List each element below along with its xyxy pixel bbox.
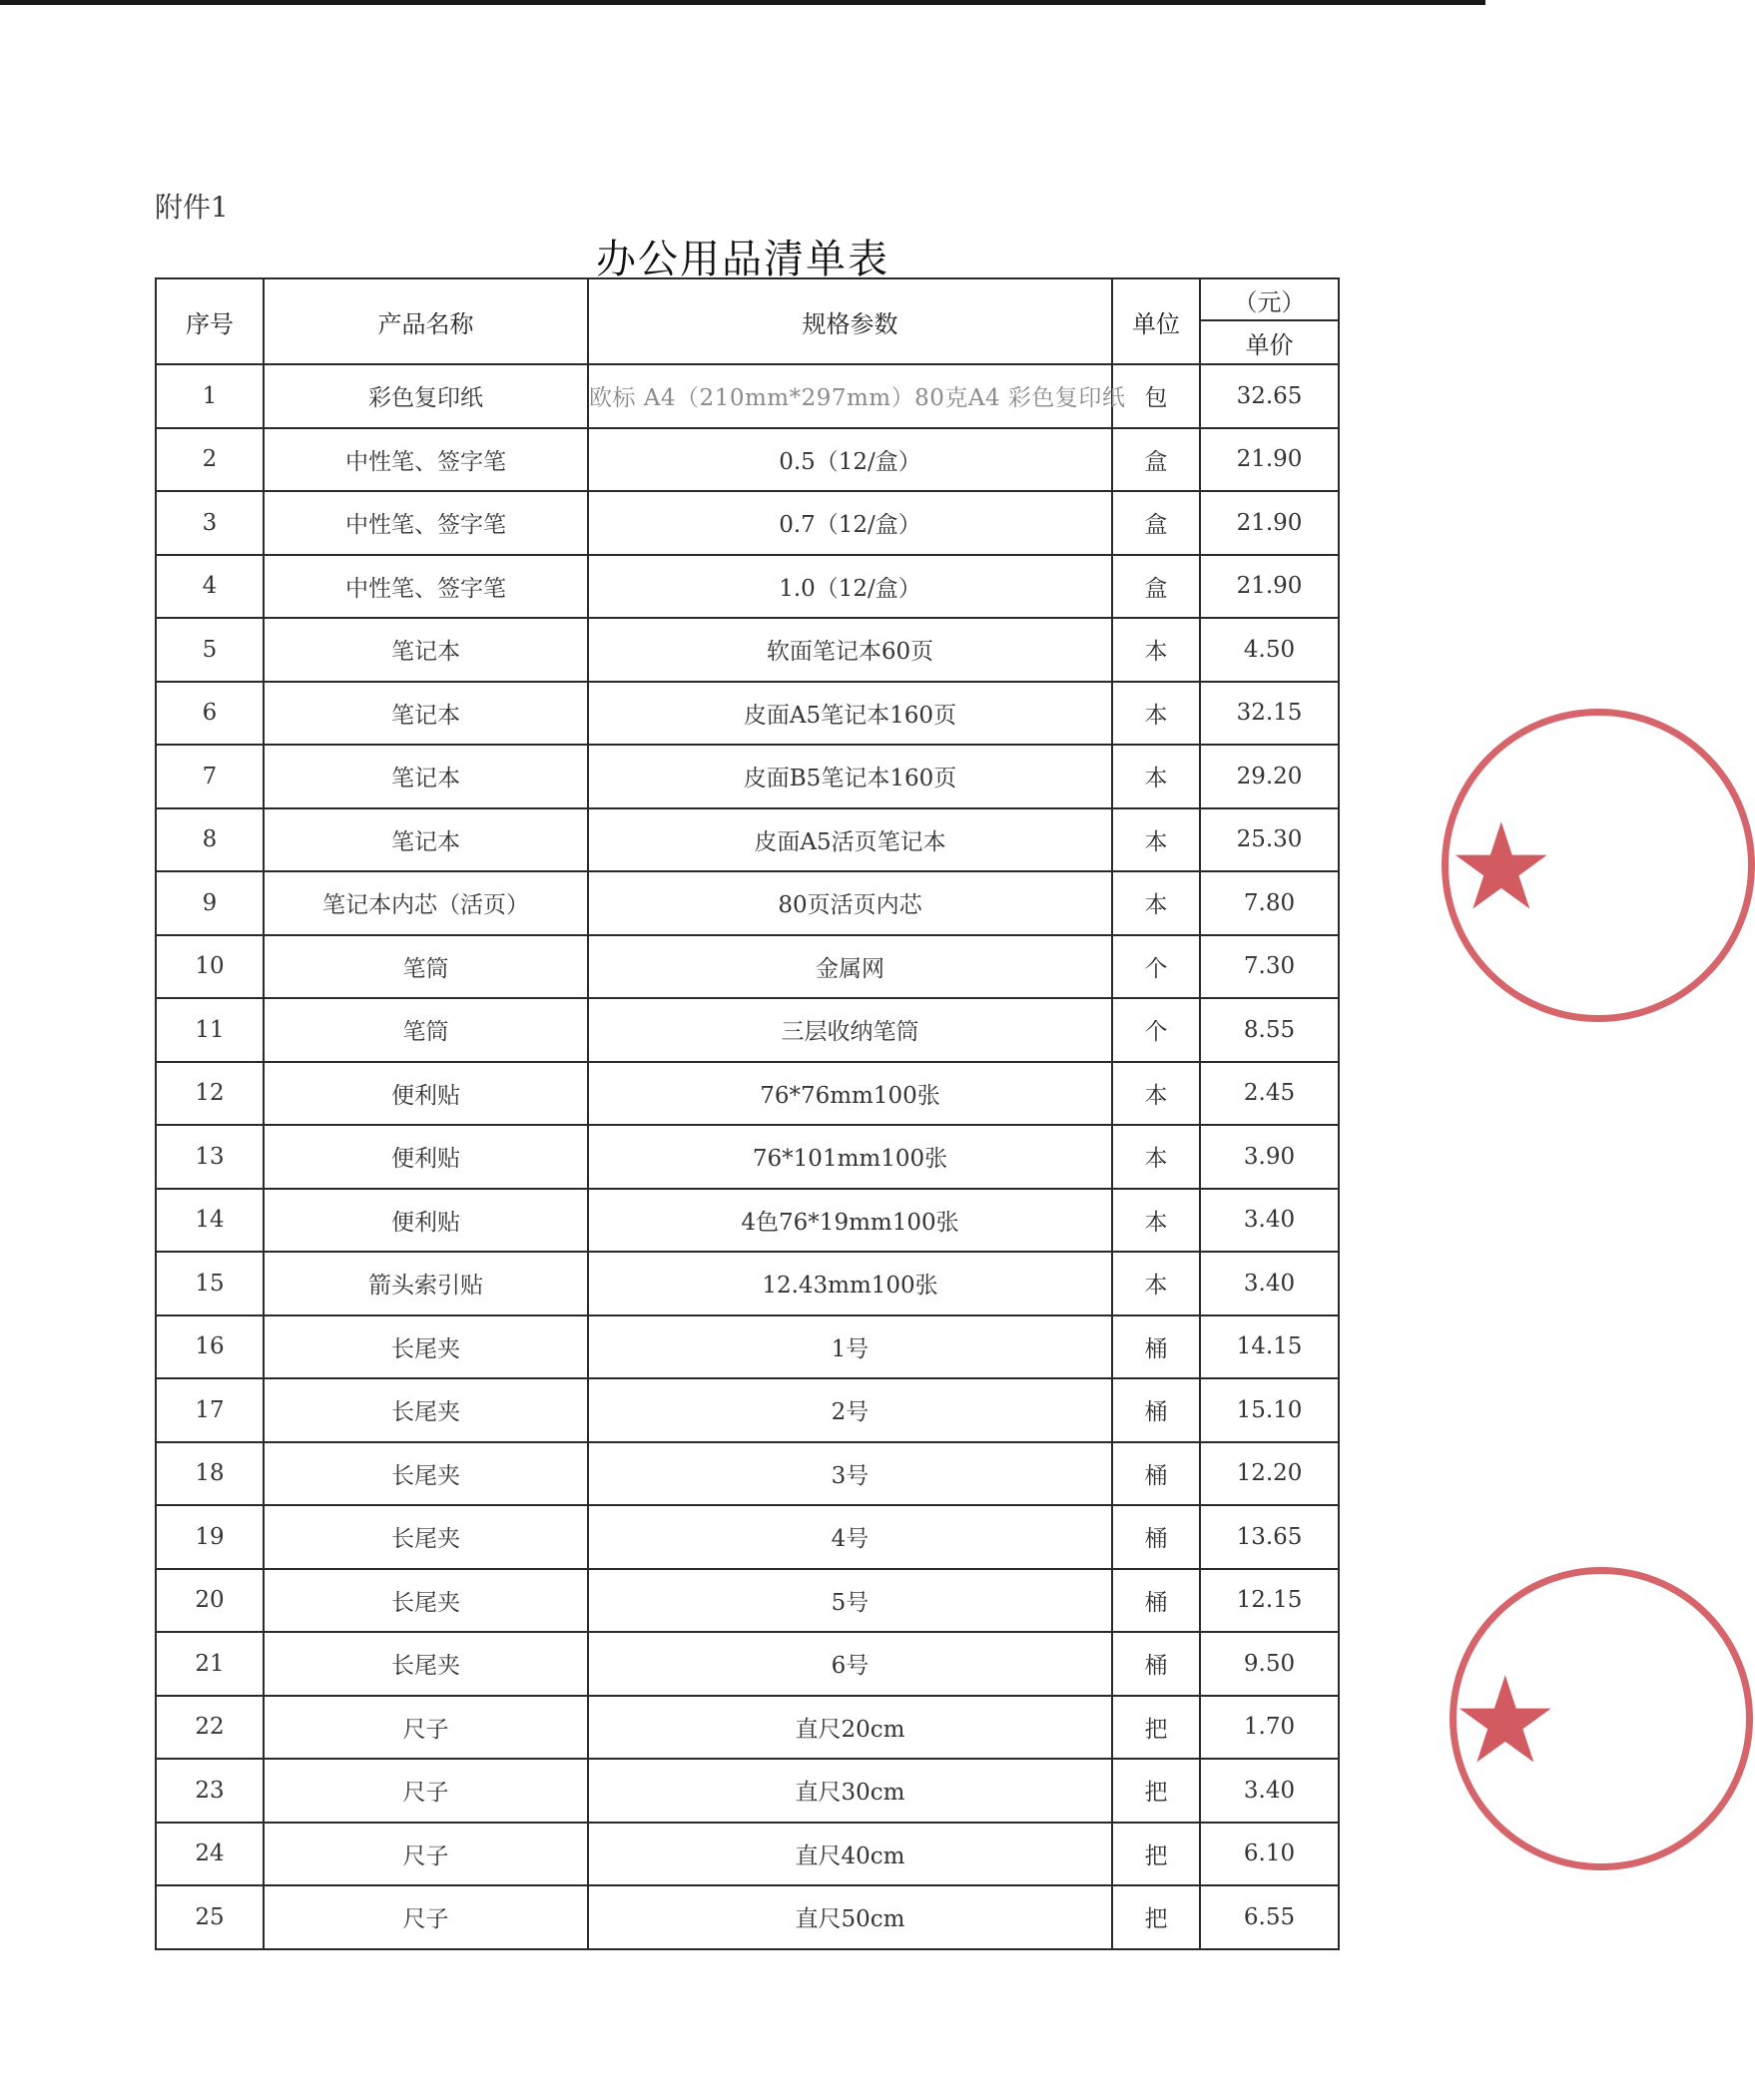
cell-index: 23	[156, 1759, 264, 1823]
attachment-label: 附件1	[155, 191, 229, 224]
cell-unit: 桶	[1112, 1632, 1200, 1696]
cell-product-name: 笔记本	[264, 618, 588, 682]
cell-unit: 桶	[1112, 1315, 1200, 1379]
cell-unit: 盒	[1112, 491, 1200, 555]
table-row	[156, 1315, 1339, 1379]
table-row	[156, 364, 1339, 428]
cell-spec: 4号	[588, 1505, 1112, 1569]
table-row	[156, 1759, 1339, 1823]
cell-price: 32.65	[1200, 364, 1339, 428]
cell-unit: 本	[1112, 745, 1200, 808]
cell-index: 6	[156, 682, 264, 746]
cell-spec: 12.43mm100张	[588, 1252, 1112, 1315]
cell-spec: 皮面A5笔记本160页	[588, 682, 1112, 746]
cell-price: 7.30	[1200, 935, 1339, 999]
cell-price: 8.55	[1200, 998, 1339, 1062]
cell-unit: 桶	[1112, 1378, 1200, 1442]
table-row	[156, 1378, 1339, 1442]
table-row	[156, 1569, 1339, 1633]
cell-spec: 三层收纳笔筒	[588, 998, 1112, 1062]
cell-unit: 本	[1112, 618, 1200, 682]
seal-star-icon: ★	[1448, 798, 1555, 937]
table-row	[156, 1505, 1339, 1569]
cell-price: 1.70	[1200, 1696, 1339, 1760]
cell-product-name: 便利贴	[264, 1125, 588, 1189]
cell-product-name: 箭头索引贴	[264, 1252, 588, 1315]
cell-index: 5	[156, 618, 264, 682]
cell-index: 14	[156, 1189, 264, 1253]
cell-index: 1	[156, 364, 264, 428]
cell-price: 7.80	[1200, 871, 1339, 935]
header-index: 序号	[156, 278, 264, 364]
table-row	[156, 998, 1339, 1062]
cell-spec: 80页活页内芯	[588, 871, 1112, 935]
cell-product-name: 便利贴	[264, 1062, 588, 1126]
table-row	[156, 1885, 1339, 1949]
cell-index: 16	[156, 1315, 264, 1379]
cell-price: 4.50	[1200, 618, 1339, 682]
cell-unit: 桶	[1112, 1442, 1200, 1506]
cell-unit: 桶	[1112, 1505, 1200, 1569]
cell-index: 3	[156, 491, 264, 555]
cell-index: 19	[156, 1505, 264, 1569]
table-row	[156, 1632, 1339, 1696]
cell-index: 7	[156, 745, 264, 808]
red-seal-lower	[1446, 1557, 1559, 1876]
cell-unit: 把	[1112, 1759, 1200, 1823]
seal-star-icon: ★	[1452, 1652, 1559, 1791]
cell-spec: 直尺40cm	[588, 1823, 1112, 1886]
table-row	[156, 935, 1339, 999]
table-row	[156, 682, 1339, 746]
cell-index: 2	[156, 428, 264, 492]
cell-price: 15.10	[1200, 1378, 1339, 1442]
cell-index: 15	[156, 1252, 264, 1315]
table-row	[156, 618, 1339, 682]
cell-product-name: 笔筒	[264, 935, 588, 999]
cell-price: 6.55	[1200, 1885, 1339, 1949]
cell-price: 3.40	[1200, 1252, 1339, 1315]
cell-product-name: 便利贴	[264, 1189, 588, 1253]
cell-unit: 包	[1112, 364, 1200, 428]
cell-spec: 皮面A5活页笔记本	[588, 808, 1112, 872]
cell-index: 24	[156, 1823, 264, 1886]
cell-index: 13	[156, 1125, 264, 1189]
cell-index: 9	[156, 871, 264, 935]
cell-spec: 0.5（12/盒）	[588, 428, 1112, 492]
cell-index: 22	[156, 1696, 264, 1760]
cell-price: 2.45	[1200, 1062, 1339, 1126]
cell-unit: 本	[1112, 1062, 1200, 1126]
cell-price: 21.90	[1200, 428, 1339, 492]
cell-spec: 2号	[588, 1378, 1112, 1442]
cell-product-name: 中性笔、签字笔	[264, 428, 588, 492]
cell-index: 21	[156, 1632, 264, 1696]
cell-unit: 本	[1112, 1189, 1200, 1253]
cell-unit: 把	[1112, 1885, 1200, 1949]
cell-product-name: 尺子	[264, 1696, 588, 1760]
table-row	[156, 1189, 1339, 1253]
cell-unit: 盒	[1112, 428, 1200, 492]
header-name: 产品名称	[264, 278, 588, 364]
cell-unit: 本	[1112, 871, 1200, 935]
cell-spec: 76*101mm100张	[588, 1125, 1112, 1189]
cell-unit: 把	[1112, 1696, 1200, 1760]
cell-price: 12.20	[1200, 1442, 1339, 1506]
cell-product-name: 长尾夹	[264, 1378, 588, 1442]
cell-unit: 个	[1112, 935, 1200, 999]
table-row	[156, 1823, 1339, 1886]
cell-index: 20	[156, 1569, 264, 1633]
cell-product-name: 尺子	[264, 1823, 588, 1886]
cell-product-name: 笔记本	[264, 682, 588, 746]
header-spec: 规格参数	[588, 278, 1112, 364]
cell-product-name: 尺子	[264, 1885, 588, 1949]
table-row	[156, 491, 1339, 555]
cell-spec: 直尺20cm	[588, 1696, 1112, 1760]
cell-spec: 1.0（12/盒）	[588, 555, 1112, 619]
cell-spec: 软面笔记本60页	[588, 618, 1112, 682]
cell-product-name: 长尾夹	[264, 1315, 588, 1379]
header-price: 单价	[1200, 320, 1339, 364]
cell-index: 10	[156, 935, 264, 999]
table-row	[156, 871, 1339, 935]
table-row	[156, 1252, 1339, 1315]
cell-product-name: 长尾夹	[264, 1632, 588, 1696]
cell-product-name: 笔记本内芯（活页）	[264, 871, 588, 935]
table-row	[156, 1125, 1339, 1189]
office-supplies-table	[155, 277, 1340, 1950]
cell-index: 18	[156, 1442, 264, 1506]
cell-spec: 5号	[588, 1569, 1112, 1633]
red-seal-upper	[1438, 699, 1555, 1028]
cell-price: 32.15	[1200, 682, 1339, 746]
cell-spec: 76*76mm100张	[588, 1062, 1112, 1126]
table-row	[156, 428, 1339, 492]
header-currency-note: （元）	[1200, 278, 1339, 320]
cell-index: 4	[156, 555, 264, 619]
table-row	[156, 745, 1339, 808]
cell-spec: 直尺30cm	[588, 1759, 1112, 1823]
cell-spec: 3号	[588, 1442, 1112, 1506]
table-row	[156, 555, 1339, 619]
cell-product-name: 彩色复印纸	[264, 364, 588, 428]
cell-index: 25	[156, 1885, 264, 1949]
cell-spec: 直尺50cm	[588, 1885, 1112, 1949]
cell-spec: 欧标 A4（210mm*297mm）80克A4 彩色复印纸	[588, 364, 1112, 428]
cell-unit: 个	[1112, 998, 1200, 1062]
cell-product-name: 笔记本	[264, 745, 588, 808]
table-row	[156, 1442, 1339, 1506]
cell-spec: 0.7（12/盒）	[588, 491, 1112, 555]
cell-spec: 皮面B5笔记本160页	[588, 745, 1112, 808]
cell-unit: 本	[1112, 1252, 1200, 1315]
cell-spec: 4色76*19mm100张	[588, 1189, 1112, 1253]
cell-index: 11	[156, 998, 264, 1062]
cell-price: 3.40	[1200, 1189, 1339, 1253]
cell-unit: 本	[1112, 682, 1200, 746]
cell-price: 9.50	[1200, 1632, 1339, 1696]
cell-index: 8	[156, 808, 264, 872]
cell-price: 3.40	[1200, 1759, 1339, 1823]
cell-unit: 桶	[1112, 1569, 1200, 1633]
cell-unit: 盒	[1112, 555, 1200, 619]
cell-unit: 本	[1112, 1125, 1200, 1189]
cell-price: 12.15	[1200, 1569, 1339, 1633]
cell-product-name: 笔记本	[264, 808, 588, 872]
cell-spec: 1号	[588, 1315, 1112, 1379]
page-title: 办公用品清单表	[596, 237, 889, 282]
cell-unit: 把	[1112, 1823, 1200, 1886]
cell-index: 12	[156, 1062, 264, 1126]
table-row	[156, 1062, 1339, 1126]
scan-top-edge	[0, 0, 1485, 5]
cell-product-name: 长尾夹	[264, 1442, 588, 1506]
cell-product-name: 长尾夹	[264, 1569, 588, 1633]
cell-product-name: 尺子	[264, 1759, 588, 1823]
cell-price: 13.65	[1200, 1505, 1339, 1569]
cell-price: 29.20	[1200, 745, 1339, 808]
cell-product-name: 中性笔、签字笔	[264, 491, 588, 555]
cell-product-name: 中性笔、签字笔	[264, 555, 588, 619]
cell-spec: 金属网	[588, 935, 1112, 999]
cell-unit: 本	[1112, 808, 1200, 872]
cell-product-name: 长尾夹	[264, 1505, 588, 1569]
header-unit: 单位	[1112, 278, 1200, 364]
cell-price: 6.10	[1200, 1823, 1339, 1886]
table-row	[156, 808, 1339, 872]
table-header-row	[156, 278, 1339, 320]
cell-price: 25.30	[1200, 808, 1339, 872]
cell-index: 17	[156, 1378, 264, 1442]
cell-price: 14.15	[1200, 1315, 1339, 1379]
cell-spec: 6号	[588, 1632, 1112, 1696]
table-row	[156, 1696, 1339, 1760]
cell-price: 3.90	[1200, 1125, 1339, 1189]
cell-product-name: 笔筒	[264, 998, 588, 1062]
cell-price: 21.90	[1200, 555, 1339, 619]
cell-price: 21.90	[1200, 491, 1339, 555]
